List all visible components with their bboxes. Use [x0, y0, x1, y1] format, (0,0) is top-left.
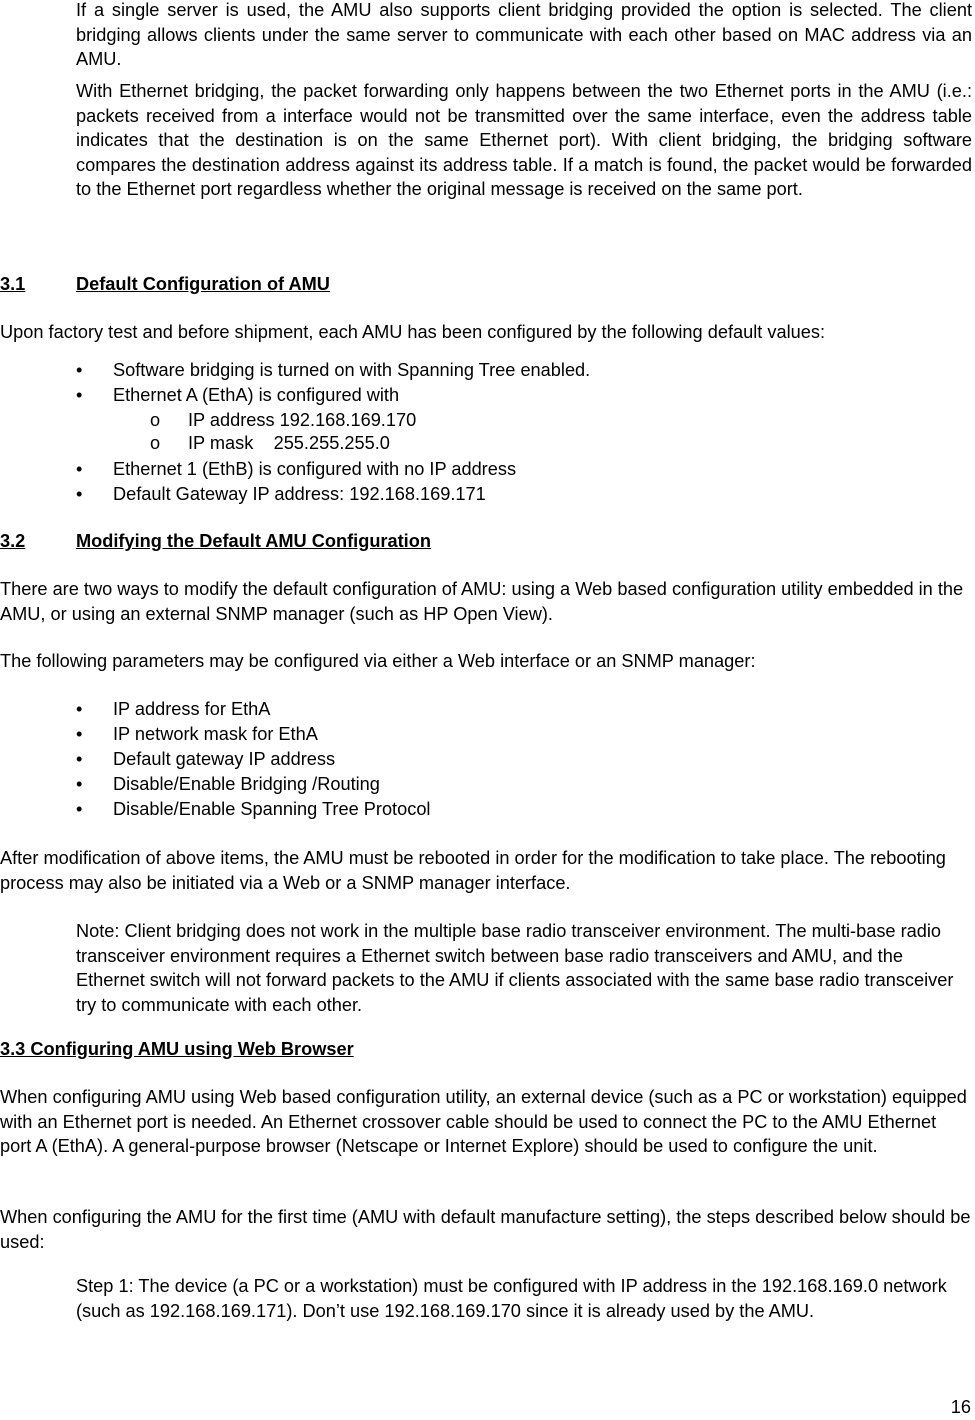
sub-bullet-icon: o	[150, 410, 161, 430]
section-3-1-number: 3.1	[0, 274, 26, 294]
bullet-icon: •	[76, 484, 83, 504]
bullet-icon: •	[76, 749, 83, 769]
section-3-2-title: Modifying the Default AMU Configuration	[76, 531, 431, 551]
sub-list-item: IP address 192.168.169.170	[188, 410, 417, 430]
section-3-1-title: Default Configuration of AMU	[76, 274, 330, 294]
list-item: Ethernet A (EthA) is configured with	[113, 385, 400, 405]
section-3-2-note: Note: Client bridging does not work in the multiple base radio transceiver environment. The multi-base radio transceiver environment requires a Ethernet switch between base radio transceivers and AMU, and the Ethernet switch will not forward packets to the AMU if clients associated with the same base radio transceiver try to communicate with each other.	[76, 921, 954, 1015]
section-3-2-heading	[0, 529, 975, 555]
section-3-2-paragraph-reboot: After modification of above items, the AMU must be rebooted in order for the modification to take place. The rebooting process may also be initiated via a Web or a SNMP manager interface.	[0, 848, 946, 893]
section-3-2-number: 3.2	[0, 531, 26, 551]
sub-list-item: IP mask 255.255.255.0	[188, 433, 390, 453]
list-item: IP address for EthA	[113, 699, 271, 719]
default-values-list	[0, 358, 975, 508]
section-3-2-paragraph-parameters: The following parameters may be configured via either a Web interface or an SNMP manager:	[0, 651, 756, 671]
section-3-3-title: 3.3 Configuring AMU using Web Browser	[0, 1039, 354, 1059]
section-3-2-paragraph-ways: There are two ways to modify the default configuration of AMU: using a Web based configuration utility embedded in the AMU, or using an external SNMP manager (such as HP Open View).	[0, 579, 964, 624]
list-item: Disable/Enable Bridging /Routing	[113, 774, 380, 794]
configurable-parameters-list	[0, 697, 975, 823]
bullet-icon: •	[76, 774, 83, 794]
list-item: Ethernet 1 (EthB) is configured with no IP address	[113, 459, 517, 479]
step-1-paragraph: Step 1: The device (a PC or a workstation) must be configured with IP address in the 192.168.169.0 network (such as 192.168.169.171). Don’t use 192.168.169.170 since it is already used by the AMU.	[76, 1276, 947, 1321]
page-number: 16	[950, 1397, 971, 1417]
bullet-icon: •	[76, 360, 83, 380]
section-3-1-lead: Upon factory test and before shipment, each AMU has been configured by the following default values:	[0, 322, 825, 342]
bullet-icon: •	[76, 385, 83, 405]
list-item: Software bridging is turned on with Spanning Tree enabled.	[113, 360, 591, 380]
bullet-icon: •	[76, 699, 83, 719]
list-item: Default Gateway IP address: 192.168.169.171	[113, 484, 486, 504]
list-item: Default gateway IP address	[113, 749, 336, 769]
sub-bullet-icon: o	[150, 433, 161, 453]
bullet-icon: •	[76, 724, 83, 744]
list-item: Disable/Enable Spanning Tree Protocol	[113, 799, 431, 819]
section-3-3-paragraph-first-time: When configuring the AMU for the first time (AMU with default manufacture setting), the steps described below should be used:	[0, 1207, 971, 1252]
section-3-3-paragraph-equipment: When configuring AMU using Web based configuration utility, an external device (such as a PC or workstation) equipped with an Ethernet port is needed. An Ethernet crossover cable should be used to connect the PC to the AMU Ethernet port A (EthA). A general-purpose browser (Netscape or Internet Explore) should be used to configure the unit.	[0, 1087, 967, 1156]
intro-paragraph-client-bridging: If a single server is used, the AMU also supports client bridging provided the option is selected. The client bridging allows clients under the same server to communicate with each other based on MAC address via an AMU.	[76, 0, 972, 69]
section-3-1-heading	[0, 272, 975, 298]
intro-paragraph-ethernet-bridging: With Ethernet bridging, the packet forwarding only happens between the two Ethernet ports in the AMU (i.e.: packets received from a interface would not be transmitted over the same interface, even the address table indicates that the destination is on the same Ethernet port). With client bridging, the bridging software compares the destination address against its address table. If a match is found, the packet would be forwarded to the Ethernet port regardless whether the original message is received on the same port.	[76, 81, 972, 199]
bullet-icon: •	[76, 799, 83, 819]
list-item: IP network mask for EthA	[113, 724, 318, 744]
bullet-icon: •	[76, 459, 83, 479]
